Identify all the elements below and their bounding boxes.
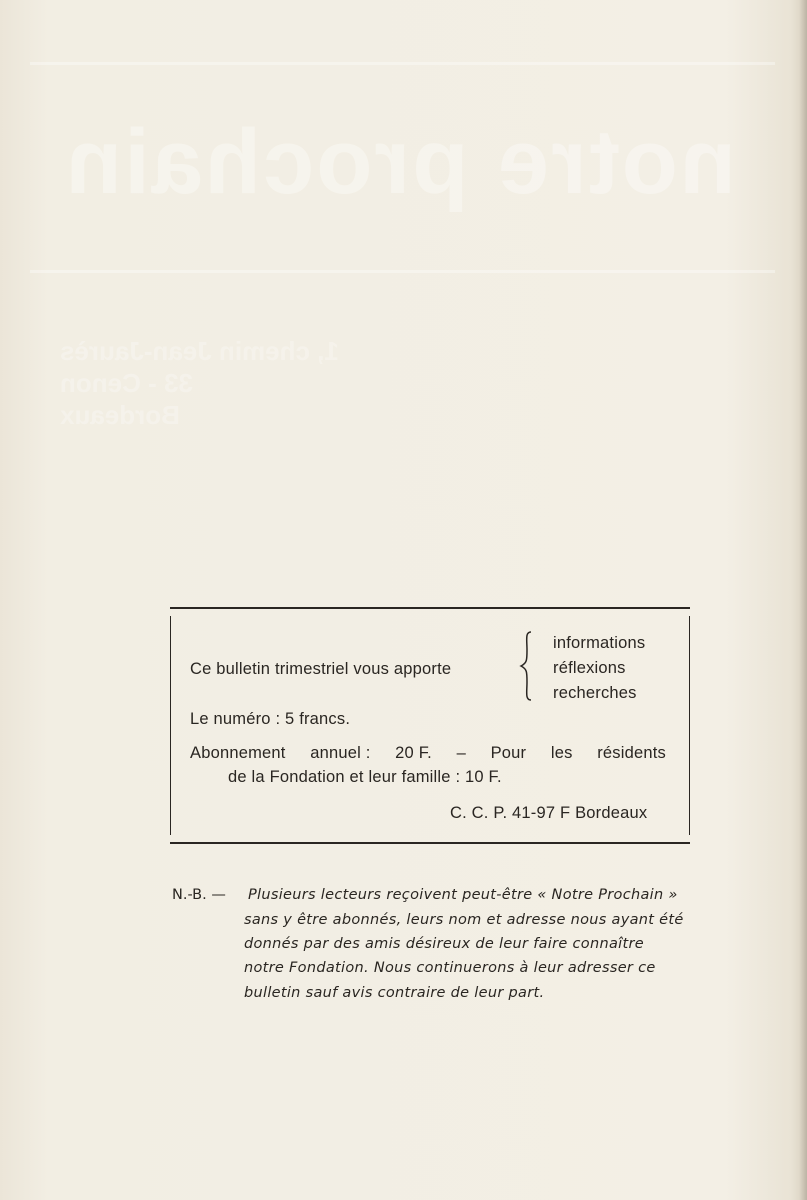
show-through-address: 1, chemin Jean-Jaurès 33 - Cenon Bordeaux bbox=[60, 336, 339, 430]
note-label: N.-B. — bbox=[172, 887, 226, 903]
note-line-4: notre Fondation. Nous continuerons à leur adresser ce bbox=[244, 960, 656, 976]
page-edge-shadow bbox=[799, 0, 807, 1200]
topic-informations: informations bbox=[553, 634, 646, 652]
note-line-1: Plusieurs lecteurs reçoivent peut-être « Notre Prochain » bbox=[248, 887, 678, 903]
show-through-title: notre prochain bbox=[63, 111, 737, 213]
note-line-2: sans y être abonnés, leurs nom et adresse nous ayant été bbox=[244, 912, 684, 928]
subscription-line-2: de la Fondation et leur famille : 10 F. bbox=[228, 768, 502, 786]
issue-price: Le numéro : 5 francs. bbox=[190, 710, 351, 728]
topic-recherches: recherches bbox=[553, 684, 637, 702]
postal-account: C. C. P. 41-97 F Bordeaux bbox=[450, 804, 648, 822]
curly-brace-icon bbox=[519, 630, 535, 702]
note-line-5: bulletin sauf avis contraire de leur part. bbox=[244, 985, 545, 1001]
note-line-3: donnés par des amis désireux de leur faire connaître bbox=[244, 936, 644, 952]
bulletin-intro: Ce bulletin trimestriel vous apporte bbox=[190, 660, 452, 678]
subscription-line-1: Abonnement annuel : 20 F. – Pour les résidents bbox=[190, 744, 666, 762]
topic-reflexions: réflexions bbox=[553, 659, 626, 677]
show-through-rule-top bbox=[30, 62, 775, 65]
show-through-rule-bottom bbox=[30, 270, 775, 273]
